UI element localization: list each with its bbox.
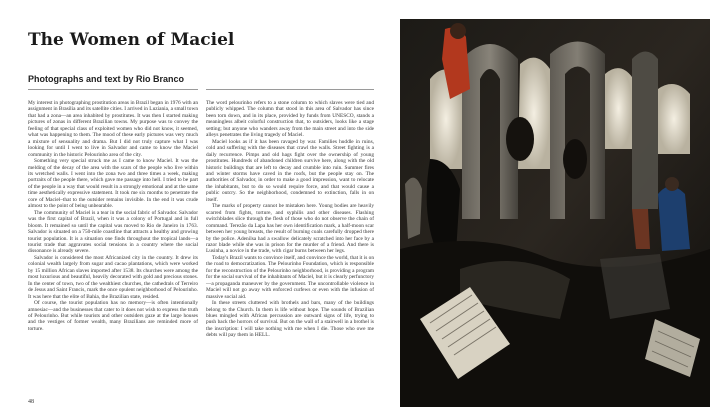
article-title: The Women of Maciel bbox=[28, 30, 235, 50]
paragraph: Salvador is considered the most Africanized city in the country. It drew its colonial wealth largely from sugar and cacao plantations, which were worked by 15 million African slaves imported after 1538. Its churches were among the most luxurious and beautiful, heavily decorated with gold and precious stones. In the center of town, two of the wealthiest churches, the cathedrals of Terreiro de Jesus and Saint Francis, mark the once opulent neighborhood of Pelourinho. It was here that the elite of Bahia, the Brazilian state, resided. bbox=[28, 254, 198, 300]
paragraph: Of course, the tourist population has no memory—is often intentionally amnesiac—and the businesses that cater to it does not wish to express the truth of Pelourinho. But while tourists and other outsiders gaze at the large houses and the vestiges of former wealth, many Brazilians are reminded more of torture. bbox=[28, 300, 198, 332]
paragraph: The marks of property cannot be mistaken here. Young bodies are heavily scarred from fights, torture, and syphilis and other diseases. Flashing switchblades slice through the flesh of those who do not observe the chain of command. Terezão da Lapa has her own identification mark, a half-moon scar between her young breasts, the result of burning coals carefully dropped there by the police. Adenilsa had a swallow delicately scratched into her face by a razor blade while she was in prison for the murder of a friend. And there is Lusinha, a novice in the trade, with cigar burns between her legs. bbox=[206, 203, 374, 255]
text-column-left bbox=[28, 100, 198, 332]
paragraph: My interest in photographing prostitution areas in Brazil began in 1976 with an assignment in Brasília and its satellite cities. I arrived in Luziania, a small town that had a zona—an area inhabited by prostitutes. It was then I started making pictures of zonas in different Brazilian towns. My purpose was to convey the feeling of that special class of exploited women who did not know, it seemed, what was happening to them. The mood of these early pictures was very much a mixture of sensuality and drama. But I did not truly capture what I was looking for until I went to live in Salvador and came to know the Maciel community in the historic Pelourinho area of the city. bbox=[28, 100, 198, 158]
paragraph: The community of Maciel is a tear in the social fabric of Salvador. Salvador was the first capital of Brazil, when it was a colony of Portugal and in full bloom. It remained so until the capital was moved to Rio de Janeiro in 1763. Salvador is situated on a 750-mile coastline that attracts a healthy and growing tourist population. It is a situation one finds throughout the tropical lands—a tourist trade that aggravates social tensions in a country where the social dissonance is already severe. bbox=[28, 209, 198, 255]
paragraph: Something very special struck me as I came to know Maciel. It was the melding of the decay of the area with the scars of the people who live within its wretched walls. I went into the zona two and three times a week, making portraits of the people there, which gave me passage into hell. I tried to be part of the people in a way that would result in a strongly emotional and at the same time aesthetically expressive statement. It took me six months to penetrate the core of Maciel–that to the outsider remains invisible. In the end it was crude almost to the point of being unbearable. bbox=[28, 158, 198, 210]
paragraph: The word pelourinho refers to a stone column to which slaves were tied and publicly whipped. The column that stood in this area of Salvador has since been torn down, and in its place, provided by funds from UNESCO, stands a meaningless albeit colorful construction that, to outsiders, looks like a stage setting; but anyone who wanders away from the main street and into the side alleys penetrates the living tragedy of Maciel. bbox=[206, 100, 374, 139]
column-rule-left bbox=[28, 89, 198, 90]
paragraph: Today's Brazil wants to convince itself, and convince the world, that it is on the road to democratization. The Pelourinho Foundation, which is responsible for the reconstruction of the Pelourinho neighborhood, is providing a program for the social survival of the inhabitants of Maciel, but it is clearly perfunctory—a propaganda maneuver by the government. The uncontrollable violence in Maciel will not go away with enforced curfews or even with the infusion of massive social aid. bbox=[206, 254, 374, 300]
column-rule-right bbox=[206, 89, 374, 90]
paragraph: In these streets cluttered with brothels and bars, many of the buildings belong to the Church. In them is life without hope. The sounds of Brazilian blues mingled with African percussion are outward signs of life, trying to push back the horrors of survival. But on the wall of a stairwell in a brothel is the inscription: I will take nothing with me when I die. Those who owe me debts will pay them in HELL. bbox=[206, 300, 374, 339]
article-byline: Photographs and text by Rio Branco bbox=[28, 74, 185, 84]
page-number: 48 bbox=[28, 399, 34, 405]
paragraph: Maciel looks as if it has been ravaged by war. Families huddle in ruins, cold and suffering with the diseases that crawl the walls. Street fighting is a daily recurrence. Pimps and old hags fight over the ownership of young prostitutes. Hundreds of abandoned children survive here, along with the old historic buildings that are left to decay and crumble into ruin. Summer fires and winter storms have caved in the roofs, but the people stay on. The authorities of Salvador, in order to make a good impression, want to relocate the inhabitants, but to do so would require force, and that would cause a public outcry. So the neighborhood, condemned to extinction, falls in on itself. bbox=[206, 138, 374, 203]
photograph-icon bbox=[400, 19, 710, 407]
photograph bbox=[400, 19, 710, 407]
text-column-right bbox=[206, 100, 374, 339]
